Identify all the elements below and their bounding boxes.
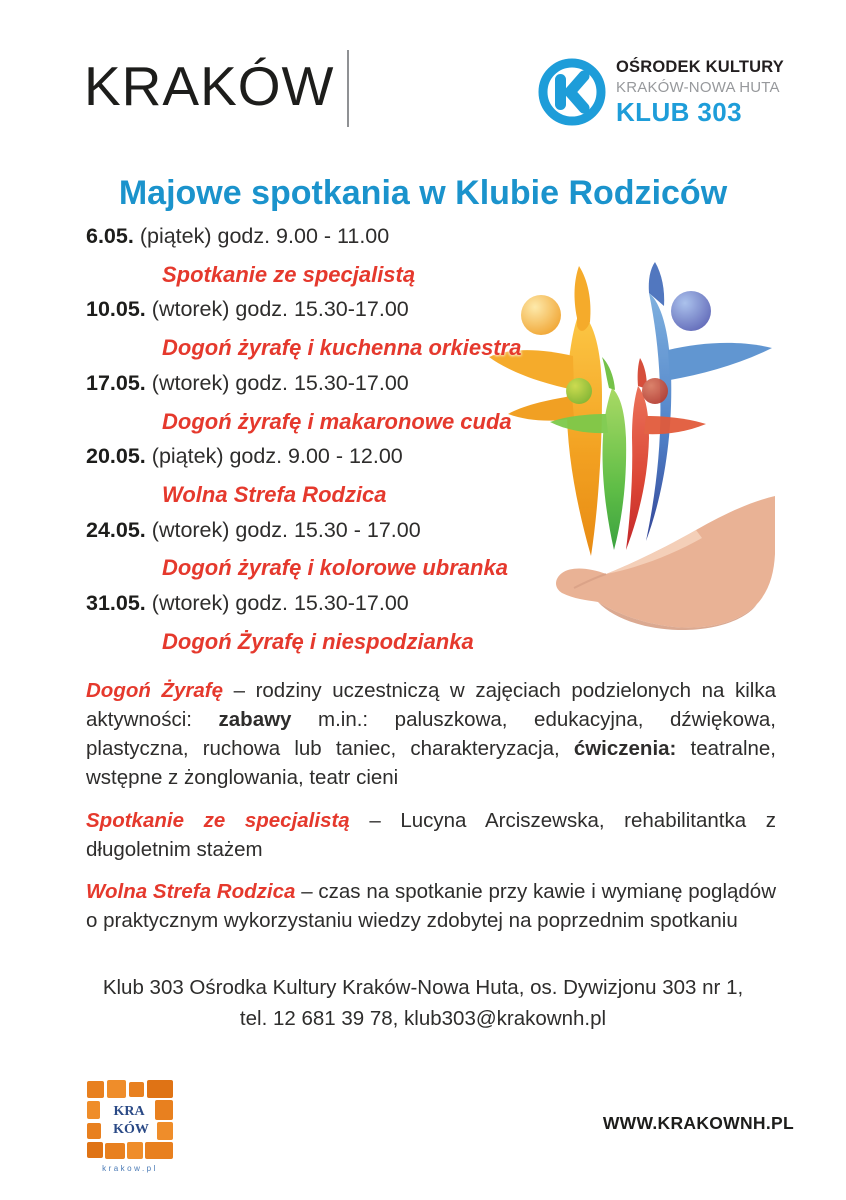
schedule-date-row — [86, 586, 521, 624]
klub303-logo-icon — [538, 58, 606, 126]
schedule-date-row — [86, 292, 521, 330]
schedule-details: (wtorek) godz. 15.30-17.00 — [151, 591, 409, 616]
schedule-details: (piątek) godz. 9.00 - 12.00 — [151, 444, 403, 469]
schedule-date-row — [86, 439, 521, 477]
schedule-details: (wtorek) godz. 15.30-17.00 — [151, 297, 409, 322]
schedule-details: (wtorek) godz. 15.30-17.00 — [151, 370, 409, 395]
contact-address: Klub 303 Ośrodka Kultury Kraków-Nowa Huta, os. Dywizjonu 303 nr 1, — [102, 976, 744, 999]
description-text: teatralne, wstępne z żonglowania, teatr cieni — [86, 737, 777, 789]
header-divider — [347, 50, 349, 127]
org-text-block — [616, 59, 784, 125]
description-text: m.in.: paluszkowa, edukacyjna, dźwiękowa, plastyczna, ruchowa lub taniec, charakteryzacja, — [86, 708, 776, 760]
description-bold: ćwiczenia: — [573, 737, 677, 760]
schedule-date: 24.05. — [86, 517, 146, 542]
mosaic-tiles — [87, 1080, 173, 1159]
mosaic-logo-text-kow: KÓW — [113, 1122, 149, 1137]
contact-block — [0, 972, 846, 1034]
schedule-activity: Wolna Strefa Rodzica — [162, 481, 387, 507]
schedule-date-row — [86, 366, 521, 404]
description-text: – rodziny uczestniczą w zajęciach podzielonych na kilka aktywności: — [86, 679, 777, 731]
schedule-date-row — [86, 513, 521, 551]
schedule-activity: Spotkanie ze specjalistą — [162, 261, 416, 287]
schedule-date: 31.05. — [86, 591, 146, 616]
mosaic-logo-url: krakow.pl — [102, 1164, 158, 1173]
schedule-details: (wtorek) godz. 15.30 - 17.00 — [151, 517, 421, 542]
krakow-mosaic-logo — [85, 1078, 177, 1174]
schedule-date: 20.05. — [86, 444, 146, 469]
description-text: – Lucyna Arciszewska, rehabilitantka z długoletnim stażem — [86, 809, 776, 861]
schedule-date: 10.05. — [86, 297, 146, 322]
page-title: Majowe spotkania w Klubie Rodziców — [118, 173, 728, 212]
description-bold: zabawy — [218, 708, 292, 731]
blue-figure — [646, 262, 772, 541]
description-term: Wolna Strefa Rodzica — [86, 880, 296, 903]
schedule-activity: Dogoń żyrafę i makaronowe cuda — [162, 408, 512, 434]
org-district: KRAKÓW-NOWA HUTA — [616, 78, 780, 96]
krakow-wordmark: KRAKÓW — [84, 55, 335, 117]
description-spotkanie — [86, 806, 776, 864]
schedule-details: (piątek) godz. 9.00 - 11.00 — [139, 224, 390, 248]
schedule-date: 17.05. — [86, 370, 146, 395]
schedule-activity: Dogoń żyrafę i kolorowe ubranka — [162, 555, 508, 581]
description-dogon-zyrafe — [86, 676, 776, 792]
schedule-activity: Dogoń żyrafę i kuchenna orkiestra — [162, 335, 522, 361]
mosaic-logo-text-kra: KRA — [113, 1104, 145, 1119]
logo-k-bar — [555, 74, 566, 110]
schedule-list — [86, 219, 521, 659]
org-name: OŚRODEK KULTURY — [616, 58, 784, 76]
description-term: Dogoń Żyrafę — [86, 679, 224, 702]
org-club-name: KLUB 303 — [616, 96, 743, 127]
family-hand-illustration — [478, 238, 846, 662]
footer-website: WWW.KRAKOWNH.PL — [602, 1113, 794, 1133]
description-wolna-strefa — [86, 877, 776, 935]
schedule-activity: Dogoń Żyrafę i niespodzianka — [162, 628, 474, 654]
contact-phone-email: tel. 12 681 39 78, klub303@krakownh.pl — [239, 1007, 607, 1030]
schedule-date: 6.05. — [86, 224, 134, 248]
schedule-date-row — [86, 219, 521, 257]
description-text: – czas na spotkanie przy kawie i wymianę poglądów o praktycznym wykorzystaniu wiedzy zdobytej na poprzednim spotkaniu — [86, 880, 777, 932]
description-term: Spotkanie ze specjalistą — [86, 809, 350, 832]
